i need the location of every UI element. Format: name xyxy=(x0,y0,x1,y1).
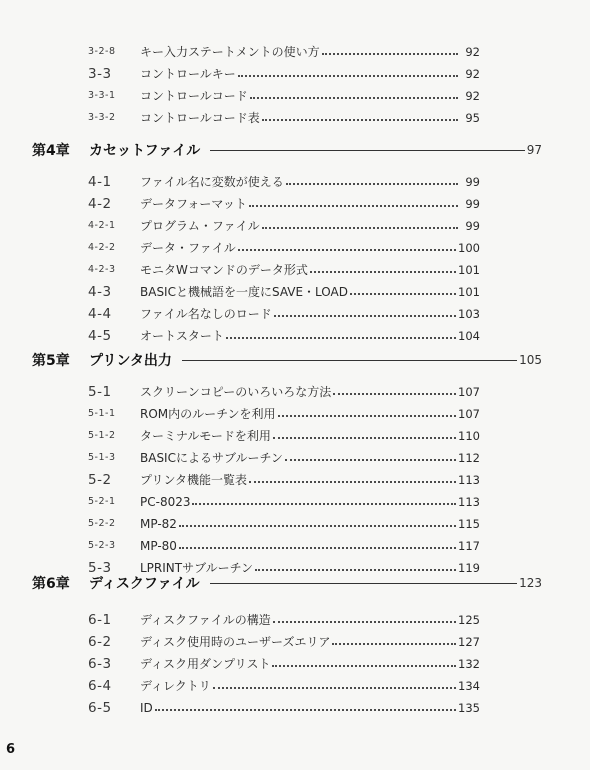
entry-page: 92 xyxy=(465,67,480,81)
entry-page: 104 xyxy=(458,329,480,343)
entry-page: 119 xyxy=(458,561,480,575)
entry-title: ROM内のルーチンを利用 xyxy=(140,407,276,421)
entry-page: 127 xyxy=(458,635,480,649)
leader-dots xyxy=(350,293,456,295)
toc-entry xyxy=(88,531,480,553)
toc-entry xyxy=(88,487,480,509)
entry-title: BASICと機械語を一度にSAVE・LOAD xyxy=(140,285,348,299)
entry-title: キー入力ステートメントの使い方 xyxy=(140,45,320,59)
entry-number: 4-2-1 xyxy=(88,220,116,231)
toc-entry xyxy=(88,255,480,277)
entry-page: 101 xyxy=(458,263,480,277)
chapter-page: 97 xyxy=(526,143,542,157)
entry-page: 92 xyxy=(465,89,480,103)
entry-number: 3-3 xyxy=(88,66,112,82)
entry-title: モニタWコマンドのデータ形式 xyxy=(140,263,308,277)
toc-entry xyxy=(88,277,480,299)
entry-page: 132 xyxy=(458,657,480,671)
entry-page: 115 xyxy=(458,517,480,531)
entry-page: 113 xyxy=(458,473,480,487)
leader-dots xyxy=(322,53,458,55)
entry-title: LPRINTサブルーチン xyxy=(140,561,254,575)
entry-title: ターミナルモードを利用 xyxy=(140,429,271,443)
entry-number: 4-2-2 xyxy=(88,242,116,253)
entry-number: 5-2-3 xyxy=(88,540,116,551)
entry-title: BASICによるサブルーチン xyxy=(140,451,283,465)
entry-title: オートスタート xyxy=(140,329,224,343)
leader-dots xyxy=(238,75,458,77)
entry-number: 6-3 xyxy=(88,656,112,672)
entry-title: ディスク使用時のユーザーズエリア xyxy=(140,635,331,649)
entry-title: ID xyxy=(140,701,153,715)
leader-dots xyxy=(273,437,456,439)
chapter-rule xyxy=(182,360,517,361)
entry-page: 99 xyxy=(465,175,480,189)
leader-dots xyxy=(262,119,458,121)
leader-dots xyxy=(192,503,456,505)
entry-title: プリンタ機能一覧表 xyxy=(140,473,248,487)
toc-entry xyxy=(88,509,480,531)
leader-dots xyxy=(273,621,456,623)
entry-title: コントロールコード表 xyxy=(140,111,260,125)
toc-entry xyxy=(88,233,480,255)
entry-number: 6-2 xyxy=(88,634,112,650)
toc-entry xyxy=(88,399,480,421)
toc-entry xyxy=(88,605,480,627)
entry-page: 110 xyxy=(458,429,480,443)
entry-title: PC-8023 xyxy=(140,495,191,509)
entry-page: 125 xyxy=(458,613,480,627)
leader-dots xyxy=(250,97,458,99)
toc-entry xyxy=(88,627,480,649)
entry-number: 4-4 xyxy=(88,306,112,322)
entry-number: 6-5 xyxy=(88,700,112,716)
leader-dots xyxy=(179,525,456,527)
toc-entry xyxy=(88,321,480,343)
entry-title: ディスク用ダンプリスト xyxy=(140,657,271,671)
entry-title: ディスクファイルの構造 xyxy=(140,613,271,627)
entry-number: 3-3-2 xyxy=(88,112,116,123)
chapter-number: 第5章 xyxy=(32,353,70,369)
leader-dots xyxy=(310,271,456,273)
toc-entry xyxy=(88,443,480,465)
chapter-rule xyxy=(210,583,517,584)
leader-dots xyxy=(179,547,456,549)
toc-entry xyxy=(88,189,480,211)
toc-entry xyxy=(88,421,480,443)
entry-title: プログラム・ファイル xyxy=(140,219,260,233)
entry-number: 4-3 xyxy=(88,284,112,300)
entry-number: 5-1-1 xyxy=(88,408,116,419)
entry-title: コントロールキー xyxy=(140,67,236,81)
chapter-page: 105 xyxy=(519,353,542,367)
entry-page: 112 xyxy=(458,451,480,465)
toc-entry xyxy=(88,37,480,59)
entry-page: 99 xyxy=(465,219,480,233)
entry-number: 5-2-1 xyxy=(88,496,116,507)
entry-page: 135 xyxy=(458,701,480,715)
chapter-number: 第6章 xyxy=(32,576,70,592)
chapter-rule xyxy=(210,150,524,151)
entry-title: MP-80 xyxy=(140,539,177,553)
entry-number: 3-3-1 xyxy=(88,90,116,101)
entry-number: 3-2-8 xyxy=(88,46,116,57)
entry-title: ファイル名に変数が使える xyxy=(140,175,284,189)
chapter-heading-4 xyxy=(32,138,542,162)
entry-title: データ・ファイル xyxy=(140,241,236,255)
page-number: 6 xyxy=(6,742,16,757)
entry-title: データフォーマット xyxy=(140,197,247,211)
entry-number: 5-2-2 xyxy=(88,518,116,529)
chapter-heading-6 xyxy=(32,571,542,595)
entry-title: コントロールコード xyxy=(140,89,248,103)
entry-page: 100 xyxy=(458,241,480,255)
chapter-title: プリンタ出力 xyxy=(89,353,172,369)
entry-number: 4-2 xyxy=(88,196,112,212)
entry-page: 107 xyxy=(458,385,480,399)
leader-dots xyxy=(272,665,456,667)
entry-page: 107 xyxy=(458,407,480,421)
toc-entry xyxy=(88,671,480,693)
toc-entry xyxy=(88,649,480,671)
chapter-page: 123 xyxy=(519,576,542,590)
leader-dots xyxy=(274,315,456,317)
leader-dots xyxy=(332,643,456,645)
entry-number: 5-2 xyxy=(88,472,112,488)
leader-dots xyxy=(286,183,458,185)
chapter-number: 第4章 xyxy=(32,143,70,159)
entry-number: 5-1-2 xyxy=(88,430,116,441)
entry-page: 134 xyxy=(458,679,480,693)
entry-number: 5-3 xyxy=(88,560,112,576)
chapter-title: カセットファイル xyxy=(89,143,201,159)
toc-entry xyxy=(88,211,480,233)
leader-dots xyxy=(213,687,456,689)
leader-dots xyxy=(249,205,458,207)
leader-dots xyxy=(333,393,456,395)
leader-dots xyxy=(278,415,457,417)
entry-page: 103 xyxy=(458,307,480,321)
entry-number: 4-5 xyxy=(88,328,112,344)
entry-page: 92 xyxy=(465,45,480,59)
leader-dots xyxy=(226,337,456,339)
toc-entry xyxy=(88,59,480,81)
entry-title: ファイル名なしのロード xyxy=(140,307,272,321)
toc-entry xyxy=(88,693,480,715)
entry-number: 6-1 xyxy=(88,612,112,628)
toc-entry xyxy=(88,167,480,189)
toc-entry xyxy=(88,103,480,125)
entry-page: 99 xyxy=(465,197,480,211)
entry-title: スクリーンコピーのいろいろな方法 xyxy=(140,385,332,399)
entry-number: 6-4 xyxy=(88,678,112,694)
toc-entry xyxy=(88,377,480,399)
leader-dots xyxy=(285,459,456,461)
entry-number: 4-1 xyxy=(88,174,112,190)
toc-entry xyxy=(88,81,480,103)
chapter-heading-5 xyxy=(32,348,542,372)
toc-entry xyxy=(88,465,480,487)
leader-dots xyxy=(238,249,456,251)
entry-page: 101 xyxy=(458,285,480,299)
leader-dots xyxy=(262,227,458,229)
entry-page: 117 xyxy=(458,539,480,553)
leader-dots xyxy=(155,709,456,711)
entry-number: 5-1 xyxy=(88,384,112,400)
entry-number: 5-1-3 xyxy=(88,452,116,463)
entry-page: 95 xyxy=(465,111,480,125)
toc-entry xyxy=(88,299,480,321)
entry-page: 113 xyxy=(458,495,480,509)
leader-dots xyxy=(249,481,456,483)
entry-number: 4-2-3 xyxy=(88,264,116,275)
chapter-title: ディスクファイル xyxy=(89,576,200,592)
entry-title: MP-82 xyxy=(140,517,177,531)
entry-title: ディレクトリ xyxy=(140,679,211,693)
